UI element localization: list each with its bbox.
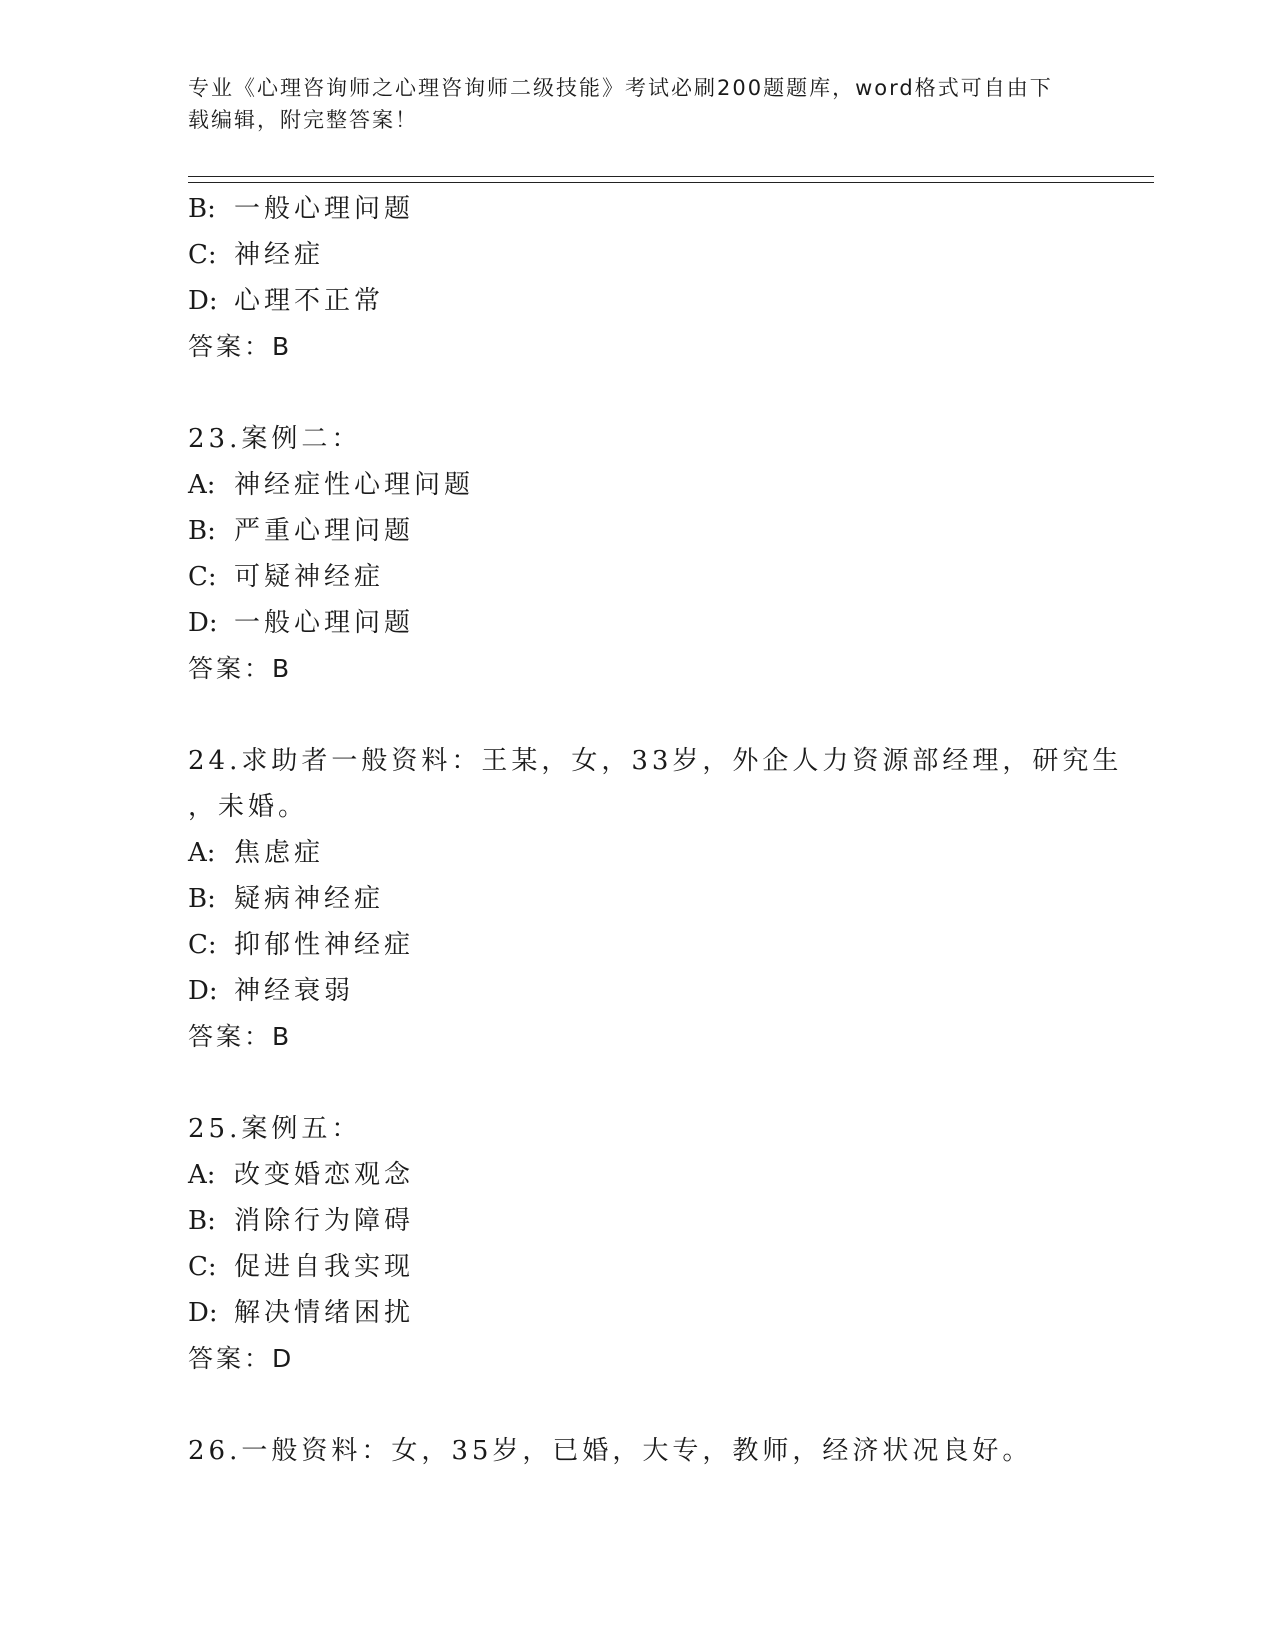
answer-line: 答案：D: [188, 1344, 295, 1373]
question-23: [188, 416, 1088, 692]
option-letter: D:: [188, 608, 218, 638]
spacer: [188, 370, 1088, 416]
question-22-continued: [188, 186, 1088, 370]
option-text: 心理不正常: [234, 286, 385, 316]
option-text: 可疑神经症: [234, 562, 385, 592]
option-text: 消除行为障碍: [234, 1206, 415, 1236]
option-text: 改变婚恋观念: [234, 1160, 415, 1190]
option-a: [188, 1152, 1088, 1198]
question-title: 26.一般资料：女，35岁，已婚，大专，教师，经济状况良好。: [188, 1436, 1033, 1466]
header-rule-top: [188, 176, 1154, 177]
option-letter: C:: [188, 930, 217, 960]
document-header: 专业《心理咨询师之心理咨询师二级技能》考试必刷200题题库，word格式可自由下载编辑，附完整答案！: [188, 76, 1053, 132]
option-letter: B:: [188, 1206, 216, 1236]
option-letter: C:: [188, 1252, 217, 1282]
question-title-continued: ，未婚。: [188, 792, 309, 822]
option-text: 焦虑症: [234, 838, 325, 868]
question-title: 25.案例五：: [188, 1114, 362, 1144]
option-d: [188, 1290, 1088, 1336]
option-letter: C:: [188, 562, 217, 592]
option-c: [188, 922, 1088, 968]
option-text: 神经衰弱: [234, 976, 355, 1006]
option-c: [188, 232, 1088, 278]
option-letter: B:: [188, 884, 216, 914]
option-letter: D:: [188, 286, 218, 316]
question-25: [188, 1106, 1088, 1382]
option-letter: D:: [188, 976, 218, 1006]
option-letter: B:: [188, 194, 216, 224]
option-text: 抑郁性神经症: [234, 930, 415, 960]
option-b: [188, 508, 1088, 554]
question-title: 23.案例二：: [188, 424, 362, 454]
option-letter: D:: [188, 1298, 218, 1328]
option-b: [188, 876, 1088, 922]
option-d: [188, 278, 1088, 324]
option-text: 神经症性心理问题: [234, 470, 475, 500]
question-list: [188, 186, 1123, 1474]
option-c: [188, 1244, 1088, 1290]
option-letter: C:: [188, 240, 217, 270]
spacer: [188, 1060, 1088, 1106]
answer-line: 答案：B: [188, 332, 293, 361]
spacer: [188, 1382, 1088, 1428]
answer-line: 答案：B: [188, 1022, 293, 1051]
option-c: [188, 554, 1088, 600]
option-letter: A:: [188, 470, 216, 500]
option-text: 疑病神经症: [234, 884, 385, 914]
option-b: [188, 1198, 1088, 1244]
option-d: [188, 968, 1088, 1014]
option-d: [188, 600, 1088, 646]
option-text: 神经症: [234, 240, 325, 270]
answer-line: 答案：B: [188, 654, 293, 683]
option-letter: A:: [188, 838, 216, 868]
spacer: [188, 692, 1088, 738]
header-rule-bottom: [188, 182, 1154, 183]
option-letter: A:: [188, 1160, 216, 1190]
option-text: 严重心理问题: [234, 516, 415, 546]
question-26: [188, 1428, 1088, 1474]
question-title: 24.求助者一般资料：王某，女，33岁，外企人力资源部经理，研究生: [188, 746, 1123, 776]
option-a: [188, 830, 1088, 876]
option-text: 一般心理问题: [234, 608, 415, 638]
question-24: [188, 738, 1123, 1060]
option-a: [188, 462, 1088, 508]
option-b: [188, 186, 1088, 232]
option-text: 解决情绪困扰: [234, 1298, 415, 1328]
option-letter: B:: [188, 516, 216, 546]
option-text: 促进自我实现: [234, 1252, 415, 1282]
option-text: 一般心理问题: [234, 194, 415, 224]
